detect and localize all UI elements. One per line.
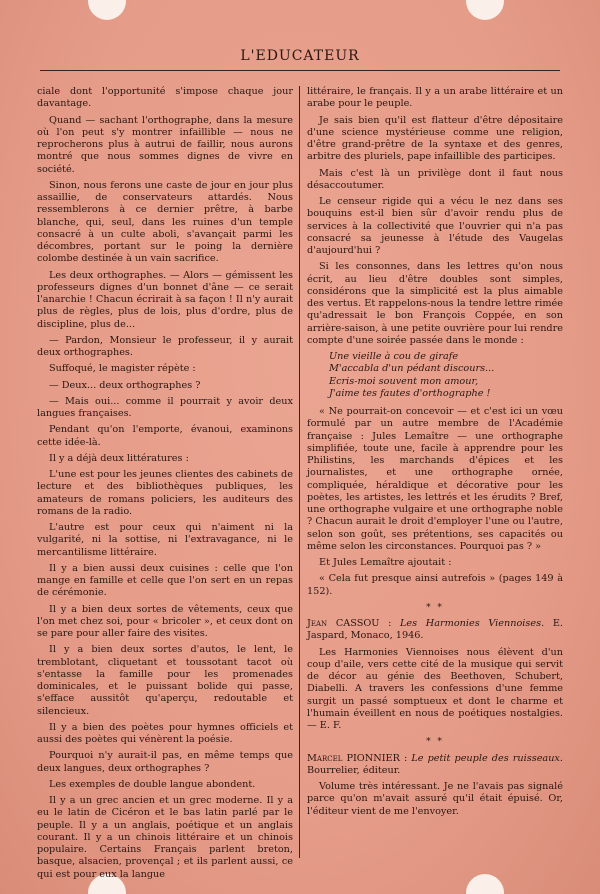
- review-publisher: Bourrelier, éditeur.: [307, 764, 401, 776]
- paragraph: Il y a déjà deux littératures :: [49, 452, 189, 464]
- paragraph: « Cela fut presque ainsi autrefois » (pages 149 à 152).: [307, 573, 563, 597]
- paragraph: Sinon, nous ferons une caste de jour en jour plus assaillie, de conservateurs attardés. Nous ressemblerons à ce dernier prêtre, à barbe blanche, qui, seul, dans les ruines d'un temple consacré à un culte aboli, s'avançait parmi les décombres, portant sur le poing la dernière colombe destinée à un vain sacrifice.: [37, 179, 293, 265]
- poem-line: Ecris-moi souvent mon amour,: [329, 375, 479, 387]
- paragraph: L'une est pour les jeunes clientes des cabinets de lecture et des bibliothèques publiques, les amateurs de romans policiers, les auditeurs des romans de la radio.: [37, 469, 293, 517]
- review-body: Volume très intéressant. Je ne l'avais pas signalé parce qu'on m'avait assuré qu'il était épuisé. Or, l'éditeur vient de me l'envoyer.: [307, 781, 563, 817]
- running-head: L'EDUCATEUR: [240, 48, 360, 64]
- paragraph: Pendant qu'on l'emporte, évanoui, examinons cette idée-là.: [37, 424, 293, 448]
- paragraph: Je sais bien qu'il est flatteur d'être dépositaire d'une science mystérieuse comme une religion, d'être grand-prêtre de la syntaxe et des genres, arbitre des pluriels, pape infaillible des participes.: [307, 114, 563, 163]
- paragraph: Le censeur rigide qui a vécu le nez dans ses bouquins est-il bien sûr d'avoir rendu plus de services à la collectivité que l'ouvrier qui n'a pas consacré sa jeunesse à l'étude des Vaugelas d'aujourd'hui ?: [307, 196, 563, 256]
- review-publisher: E. Jaspard, Monaco, 1946.: [307, 618, 563, 642]
- column-divider: [299, 86, 300, 858]
- review-title: Le petit peuple des ruisseaux.: [411, 752, 563, 764]
- paragraph: Pourquoi n'y aurait-il pas, en même temps que deux langues, deux orthographes ?: [37, 750, 293, 774]
- paragraph: Il y a bien des poètes pour hymnes officiels et aussi des poètes qui vénèrent la poésie.: [37, 721, 293, 745]
- paragraph: Les exemples de double langue abondent.: [49, 778, 256, 790]
- review-body: Les Harmonies Viennoises nous élèvent d'un coup d'aile, vers cette cité de la musique qui servit de décor au génie des Beethoven, Schubert, Diabelli. A travers les confessions d'une femme surgit un passé somptueux et dont le charme et l'humain éveillent en nous de poétiques nostalgies. — E. F.: [307, 646, 563, 731]
- paragraph: Il y a bien deux sortes de vêtements, ceux que l'on met chez soi, pour « bricoler », et ceux dont on se pare pour aller faire des visites.: [37, 603, 293, 639]
- binding-hole: [466, 0, 504, 20]
- paragraph: littéraire, le français. Il y a un arabe littéraire et un arabe pour le peuple.: [307, 86, 563, 110]
- paragraph: — Pardon, Monsieur le professeur, il y aurait deux orthographes.: [37, 334, 293, 358]
- paragraph: Et Jules Lemaître ajoutait :: [319, 557, 452, 568]
- paragraph: L'autre est pour ceux qui n'aiment ni la vulgarité, ni la sottise, ni l'extravagance, ni le mercantilisme littéraire.: [37, 522, 293, 558]
- paragraph: — Deux... deux orthographes ?: [49, 379, 201, 391]
- left-column: [37, 86, 293, 885]
- paragraph: Il y a bien aussi deux cuisines : celle que l'on mange en famille et celle que l'on sert en un repas de cérémonie.: [37, 562, 293, 599]
- paragraph: Suffoqué, le magister répète :: [49, 363, 196, 375]
- paragraph: Mais c'est là un privilège dont il faut nous désaccoutumer.: [307, 167, 563, 191]
- separator-stars: * *: [426, 602, 444, 613]
- binding-hole: [88, 0, 126, 20]
- header-rule: [40, 70, 560, 71]
- review-author: Marcel PIONNIER :: [307, 752, 408, 764]
- paragraph: — Mais oui... comme il pourrait y avoir deux langues françaises.: [37, 395, 293, 419]
- separator-stars: * *: [426, 737, 444, 748]
- review-heading: [307, 618, 563, 643]
- review-heading: [307, 753, 563, 778]
- paragraph: Si les consonnes, dans les lettres qu'on nous écrit, au lieu d'être doubles sont simples, considérons que la simplicité est la plus aimable des vertus. Et rappelons-nous la tendre lettre rimée qu'adressait le bon François Coppée, en son arrière-saison, à une petite ouvrière pour lui rendre compte d'une soirée passée dans le monde :: [307, 261, 563, 346]
- paragraph: Les deux orthographes. — Alors — gémissent les professeurs dignes d'un bonnet d'âne — ce serait l'anarchie ! Chacun écrirait à sa façon ! Il n'y aurait plus de règles, plus de lois, plus d'ordre, plus de discipline, plus de...: [37, 269, 293, 330]
- paragraph: Il y a bien deux sortes d'autos, le lent, le tremblotant, cliquetant et toussotant tacot où s'entasse la famille pour les promenades dominicales, et le puissant bolide qui passe, s'efface aussitôt qu'aperçu, redoutable et silencieux.: [37, 644, 293, 717]
- poem-line: M'accabla d'un pédant discours...: [329, 363, 495, 375]
- poem: [329, 351, 563, 400]
- poem-line: Une vieille à cou de girafe: [329, 351, 459, 362]
- poem-line: J'aime tes fautes d'orthographe !: [329, 387, 491, 399]
- paragraph: Quand — sachant l'orthographe, dans la mesure où l'on peut s'y montrer infaillible — nous ne reprocherons plus à autrui de faillir, nous aurons montré que nous sommes dignes de vivre en société.: [37, 114, 293, 175]
- paragraph: Il y a un grec ancien et un grec moderne. Il y a eu le latin de Cicéron et le bas latin parlé par le peuple. Il y a un anglais, poétique et un anglais courant. Il y a un chinois littéraire et un chinois populaire. Certains Français parlent breton, basque, alsacien, provençal ; et ils parlent aussi, ce qui est pour eux la langue: [37, 795, 293, 880]
- review-author: Jean CASSOU :: [307, 618, 392, 629]
- right-column: [307, 86, 563, 822]
- review-title: Les Harmonies Viennoises.: [400, 618, 545, 629]
- paragraph: « Ne pourrait-on concevoir — et c'est ici un vœu formulé par un autre membre de l'Académie française : Jules Lemaître — une orthographe simplifiée, toute une, facile à apprendre pour les Philistins, les marchands d'épices et les journalistes, et une orthographe ornée, compliquée, héraldique et décorative pour les poètes, les artistes, les lettrés et les érudits ? Bref, une orthographe vulgaire et une orthographe noble ? Chacun aurait le droit d'employer l'une ou l'autre, selon son goût, ses prétentions, ses capacités ou même selon les circonstances. Pourquoi pas ? »: [307, 406, 563, 552]
- binding-hole: [466, 874, 504, 894]
- paragraph: ciale dont l'opportunité s'impose chaque jour davantage.: [37, 86, 293, 110]
